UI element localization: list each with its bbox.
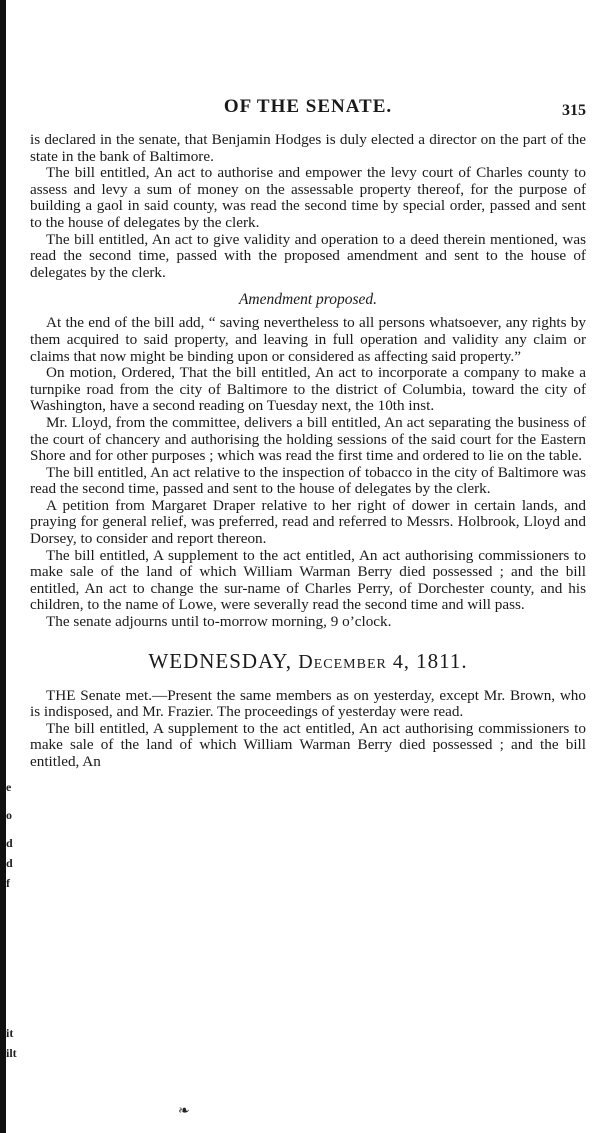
day-heading-date: December 4,	[298, 650, 410, 673]
page-number: 315	[562, 102, 586, 119]
paragraph: THE Senate met.—Present the same members as on yesterday, except Mr. Brown, who is indisposed, and Mr. Frazier. The proceedings of yesterday were read.	[30, 686, 586, 721]
printer-ornament-icon: ❧	[178, 1104, 190, 1119]
day-heading	[30, 649, 586, 674]
running-head: OF THE SENATE.	[223, 96, 393, 117]
page-header	[30, 96, 586, 132]
day-heading-year: 1811.	[416, 648, 468, 673]
day-heading-day: WEDNESDAY,	[148, 648, 293, 673]
paragraph: At the end of the bill add, “ saving nevertheless to all persons whatsoever, any rights by them acquired to said property, and leaving in full operation and validity any claim or claims that now might be binding upon or considered as affecting said property.”	[30, 314, 586, 365]
binding-fragment: e	[6, 780, 12, 794]
binding-fragment: d	[6, 856, 13, 870]
binding-fragment: ilt	[6, 1046, 17, 1060]
paragraph: Mr. Lloyd, from the committee, delivers a bill entitled, An act separating the business of the court of chancery and authorising the holding sessions of the said court for the Eastern Shore and for other purposes ; which was read the first time and ordered to lie on the table.	[30, 413, 586, 465]
binding-fragments	[6, 0, 18, 1133]
paragraph: On motion, Ordered, That the bill entitled, An act to incorporate a company to make a turnpike road from the city of Baltimore to the district of Columbia, toward the city of Washington, have a second reading on Tuesday next, the 10th inst.	[30, 364, 586, 415]
amendment-heading: Amendment proposed.	[238, 291, 378, 309]
paragraph: The bill entitled, An act to give validity and operation to a deed therein mentioned, was read the second time, passed with the proposed amendment and sent to the house of delegates by the clerk.	[30, 230, 586, 281]
paragraph: A petition from Margaret Draper relative to her right of dower in certain lands, and praying for general relief, was preferred, read and referred to Messrs. Holbrook, Lloyd and Dorsey, to consider and report thereon.	[30, 496, 586, 548]
binding-fragment: o	[6, 808, 12, 822]
page-body	[30, 132, 586, 771]
paragraph: The bill entitled, An act to authorise and empower the levy court of Charles county to assess and levy a sum of money on the assessable property thereof, for the purpose of building a gaol in said county, was read the second time by special order, passed and sent to the house of delegates by the clerk.	[30, 164, 586, 231]
paragraph: The bill entitled, A supplement to the act entitled, An act authorising commissioners to make sale of the land of which William Warman Berry died possessed ; and the bill entitled, An act to change the sur-name of Charles Perry, of Dorchester county, and his children, to the name of Lowe, were severally read the second time and will pass.	[30, 546, 586, 614]
binding-fragment: it	[6, 1026, 14, 1040]
book-page	[30, 96, 586, 771]
paragraph: is declared in the senate, that Benjamin Hodges is duly elected a director on the part of the state in the bank of Baltimore.	[30, 131, 586, 165]
binding-fragment: d	[6, 836, 13, 850]
paragraph: The bill entitled, A supplement to the act entitled, An act authorising commissioners to make sale of the land of which William Warman Berry died possessed ; and the bill entitled, An	[30, 719, 586, 770]
adjournment-line: The senate adjourns until to-morrow morning, 9 o’clock.	[46, 613, 392, 631]
paragraph: The bill entitled, An act relative to the inspection of tobacco in the city of Baltimore was read the second time, passed and sent to the house of delegates by the clerk.	[30, 463, 586, 498]
binding-fragment: f	[6, 876, 10, 890]
